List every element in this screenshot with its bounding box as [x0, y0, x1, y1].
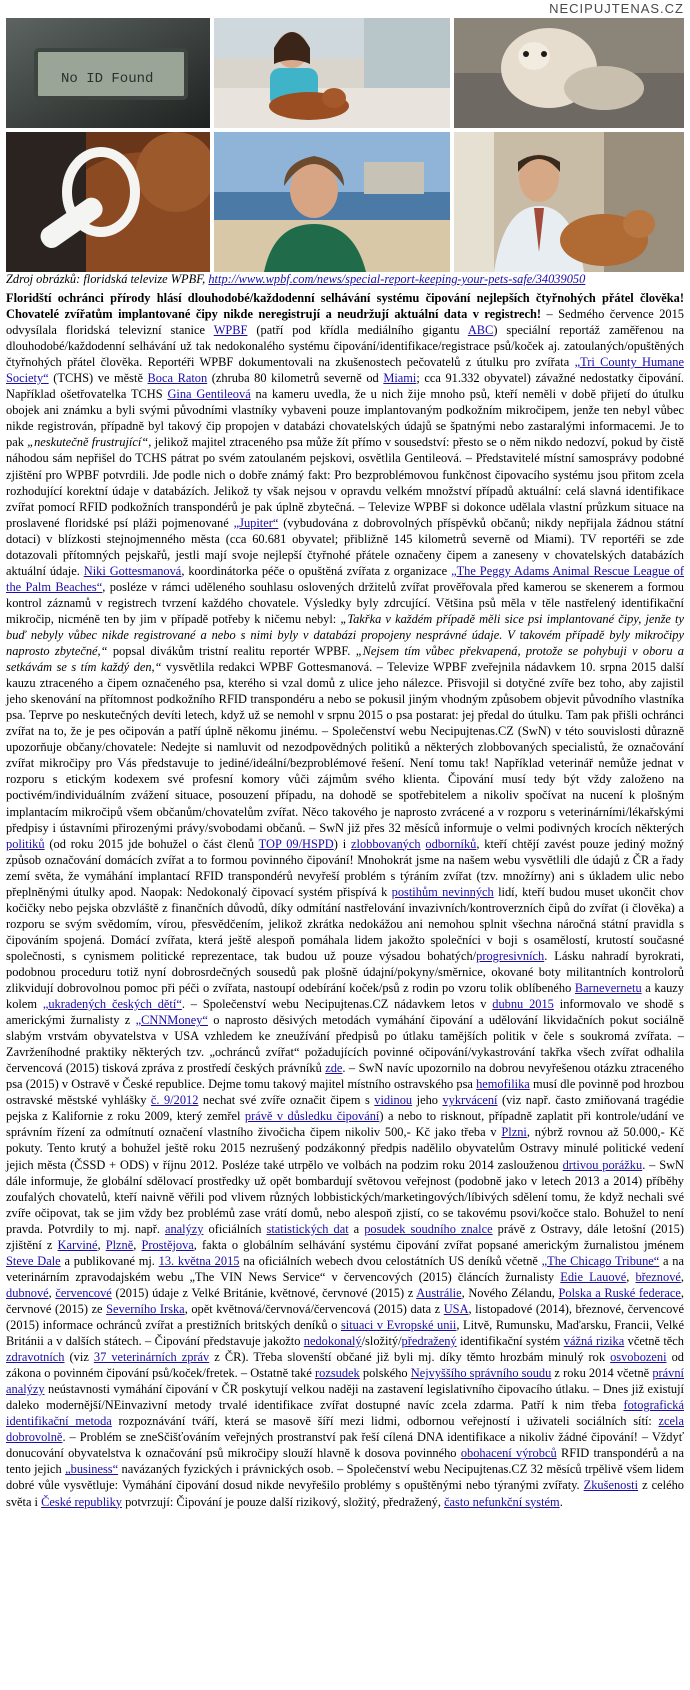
article-link[interactable]: vidinou: [374, 1093, 413, 1108]
article-text: na kameru uvedla, že u nich žije mnoho psů, kteří neměli v době přijetí do útulku obojek ani známku a byli svými původními vlastníky vybaveni pouze implantovaným podkožním mikročipem, jenže ten nebyl vůbec nikde registrován, případně byl takový čip propojen v databázi chovatelských údajů se špatnými nebo zastaralými informacemi. Je to pak: [6, 387, 684, 450]
article-quote: „neskutečně frustrující“: [27, 435, 149, 450]
caption-source-link[interactable]: http://www.wpbf.com/news/special-report-keeping-your-pets-safe/34039050: [208, 272, 586, 286]
article-link[interactable]: právní analýzy: [6, 1366, 684, 1397]
article-link[interactable]: Plzni: [501, 1125, 527, 1140]
article-text: ) i: [333, 836, 352, 851]
article-text: , listopadové (2014), březnové, červencové (2015) informace ochránců zvířat a prestižních britských deníků o: [6, 1301, 685, 1332]
shelter-worker-photo: [214, 132, 450, 272]
scanner-display-text: No ID Found: [61, 71, 154, 87]
article-link[interactable]: zdravotních: [6, 1350, 65, 1365]
article-text: (2015) údaje z Velké Británie, květnové, červnové (2015) z: [111, 1285, 417, 1300]
article-link[interactable]: zlobbovaných: [351, 836, 421, 851]
article-text: , Nového Zélandu,: [461, 1285, 559, 1300]
article-text: právě z Ostravy, dále letošní (2015) zjištění z: [6, 1221, 684, 1252]
article-link[interactable]: „Jupiter“: [233, 515, 279, 530]
article-text: neústavnosti vymáhání čipování v ČR poskytují velkou naději na zastavení legislativního čipovacího útlaku. – Dnes již existují daleko modernější/NEinvazivní metody trvalé identifikace zvířat dostupné navíc zcela zdarma. Patří k nim třeba: [6, 1382, 684, 1413]
article-link[interactable]: březnové: [635, 1269, 681, 1284]
reporter-photo: [454, 132, 684, 272]
article-link[interactable]: hemofilika: [476, 1077, 530, 1092]
article-link[interactable]: Niki Gottesmanová: [83, 563, 182, 578]
article-text: , Litvě, Rumunsku, Maďarsku, Francii, Velké Británii a v dalších státech. – Čipování představuje jakožto: [6, 1318, 685, 1349]
article-text: navázaných fyzických i právnických osob. – Společenství webu Necipujtenas.CZ 32 měsíců trpělivě všem lidem dobré vůle vysvětluje: Vymáhání čipování dosud nikde nevyřešilo problémy s opuštěnými nebo týranými zvířaty.: [6, 1462, 684, 1493]
article-text: musí dle povinně pod hrozbou ostravské městské vyhlášky: [6, 1077, 684, 1108]
article-text: z roku 2014 včetně: [551, 1366, 653, 1381]
article-link[interactable]: právě v důsledku čipování: [244, 1109, 380, 1124]
article-link[interactable]: „business“: [65, 1462, 119, 1477]
article-text: ,: [626, 1269, 636, 1284]
article-link[interactable]: USA: [443, 1301, 469, 1316]
article-link[interactable]: „ukradených českých dětí“: [42, 997, 182, 1012]
article-link[interactable]: dubnové: [6, 1285, 49, 1300]
article-link[interactable]: Gina Gentileová: [167, 387, 251, 402]
article-text: z ČR). Třeba slovenští občané již byli mj. díky těmto hrozbám minulý rok: [209, 1350, 611, 1365]
article-link[interactable]: rozsudek: [315, 1366, 360, 1381]
article-link[interactable]: Prostějova: [141, 1237, 194, 1252]
scanner-display-photo: [6, 18, 210, 128]
article-text: ,: [48, 1285, 56, 1300]
article-link[interactable]: situaci v Evropské unii: [340, 1318, 457, 1332]
article-text: a na veterinárním zpravodajském webu „The VIN News Service“ v červencových (2015) článcích žurnalisty: [6, 1253, 685, 1284]
article-link[interactable]: vykrvácení: [442, 1093, 498, 1108]
article-text: včetně těch: [624, 1334, 684, 1349]
article-link[interactable]: Austrálie: [416, 1285, 462, 1300]
article-text: ,: [97, 1237, 106, 1252]
article-link[interactable]: „The Chicago Tribune“: [541, 1253, 660, 1268]
article-text: oficiálních: [203, 1221, 267, 1236]
article-link[interactable]: Nejvyššího správního soudu: [410, 1366, 552, 1381]
article-link[interactable]: červencové: [55, 1285, 112, 1300]
article-link[interactable]: analýzy: [164, 1221, 204, 1236]
article-text: informovalo ve shodě s americkými žurnalisty z: [6, 997, 684, 1028]
article-text: /složitý/: [361, 1334, 402, 1349]
article-text: . – SwN navíc upozornilo na dobrou nevyřešenou otázku ztraceného psa (2015) v Ostravě v České republice. Dejme tomu takový majitel místního ostravského psa: [6, 1061, 684, 1092]
article-text: (viz: [64, 1350, 94, 1365]
article-link[interactable]: Boca Raton: [147, 371, 208, 386]
article-text: . – Problém se zneSčišťováním veřejných prostranství pak řeší cílená DNA identifikace a nikoliv žádné čipování! – Vždyť donucování obyvatelstva k označování psů mikročipy slouží hlavně k dosova povinného: [6, 1430, 684, 1461]
article-text: , červnové (2015) ze: [6, 1285, 684, 1316]
article-text: nechat své zvíře označit čipem s: [198, 1093, 375, 1108]
article-link[interactable]: drtivou porážku: [562, 1157, 643, 1172]
article-link[interactable]: Miami: [383, 371, 417, 386]
article-text: , nýbrž rovnou až 50.000,- Kč pokuty. Tento krutý a bohužel ještě roku 2015 nezrušený podzákonný předpis nadělilo obyvatelům Ostravy minulé politické vedení jejich města (ČSSD + ODS) v říjnu 2012. Posléze také utrpělo ve volbách na podzim roku 2014 zaslouženou: [6, 1125, 684, 1172]
article-text: , posléze v rámci uděleného souhlasu oslovených držitelů zvířat prověřovala před kamerou se skenerem a formou kontrol záznamů v registrech tvrzení každého chovatele. Výsledky byly zdrcující. Většina psů měla v těle nastřelený identifikační mikročip, nicméně ten by jim v případě potřeby k ničemu nebyl:: [6, 579, 684, 626]
article-text: rozpoznávání tváří, která se masově šíří mezi lidmi, odbornou veřejností i uživateli sociálních sítí:: [111, 1414, 659, 1429]
article-text: (zhruba 80 kilometrů severně od: [207, 371, 384, 386]
article-text: (patří pod křídla mediálního gigantu: [247, 323, 468, 338]
article-text: a: [348, 1221, 365, 1236]
article-text: z celého světa i: [6, 1478, 684, 1509]
article-link[interactable]: „Tri County Humane Society“: [6, 355, 684, 386]
small-dog-photo: [454, 18, 684, 128]
article-link[interactable]: posudek soudního znalce: [364, 1221, 493, 1236]
article-text: o naprosto děsivých metodách vymáhání čipování a udělování likvidačních pokut sociálně slabým vrstvám obyvatelstva v USA vzhledem ke zneužívání předpisů po útlaku tamějších politik v čele s soukromá zvířata. – Zavrženíhodné praktiky některých tzv. „ochránců zvířat“ požadujících povinné očipování/vykastrování takřka všech zvířat odhalila červencová (2015) tisková zpráva z prostředí českých právníků: [6, 1013, 684, 1076]
article-link[interactable]: Plzně: [105, 1237, 134, 1252]
article-link[interactable]: ABC: [467, 323, 494, 338]
article-text: vysvětlila redakci WPBF Gottesmanová. – Televize WPBF zveřejnila nádavkem 10. srpna 2015 další kauzu ztraceného a čipem označeného psa, kterého si vzal domů z ulice jeho nálezce. Přisvojil si dotyčné zvíře bez toho, aby zajistil jeho skenování na přítomnost podkožního RFID transpondéru a nebo se pokusil jiným vhodným způsobem objevit původního vlastníka psa. Teprve po neskutečných devíti letech, když už se nemohl v srpnu 2015 o psa postarat: jej předal do útulku. Tam pak přišli ochránci zvířat na to, že je pes očipován a patří úplně někomu jinému. – Společenství webu Necipujtenas.CZ (SwN) v této souvislosti důrazně upozorňuje občany/chovatele: Nedejte si namluvit od nezodpovědných politiků a některých zlobbovaných specialistů, že označování zvířat mikročipy pro Vás představuje to jediné/ideální/bezproblémové řešení. Není tomu tak! Například veterinář nemůže jednat v rozporu s etickým kodexem své profesní komory vůči zájmům svého klienta. Čipování musí tedy být vždy založeno na poctivém/individuálním zvážení situace, posouzení případu, na dohodě se spotřebitelem a nikoliv spočívat na nucení k plošným implantacím mikročipů všem občanům/chovatelům zvířat. Něco takového je naprosto zvrácené a v rozporu s veterinárními/lékařskými předpisy i ústavními přirozenými právy/svobodami občanů. – SwN již přes 32 měsíců informuje o velmi podivných krocích některých: [6, 660, 684, 835]
article-text: .: [559, 1494, 563, 1509]
article-link[interactable]: nedokonalý: [303, 1334, 362, 1349]
article-quote: „Nejsem tím vůbec překvapená, protože se pohybuji v oboru a setkávám se s tím každý den,“: [6, 644, 685, 675]
image-caption: [6, 272, 686, 287]
article-text: , koordinátorka péče o opuštěná zvířata z organizace: [181, 563, 452, 578]
article-text: polského: [359, 1366, 411, 1381]
article-link[interactable]: zde: [325, 1061, 343, 1076]
article-link[interactable]: statistických dat: [266, 1221, 349, 1236]
article-text: identifikační systém: [456, 1334, 564, 1349]
article-paragraph: [6, 290, 684, 1510]
article-text: a publikované mj.: [60, 1253, 159, 1268]
article-link[interactable]: „The Peggy Adams Animal Rescue League of the Palm Beaches“: [6, 563, 684, 594]
article-text: od zákona o povinném čipování psů/koček/fretek. – Ostatně také: [6, 1350, 684, 1381]
article-quote: „Takřka v každém případě měli sice psi implantované čipy, jenže ty buď nebyly vůbec nikde registrované a nebo s nimi byly v databázi propojeny nesprávné údaje. V takovém případě byly mikročipy naprosto zbytečné,“: [6, 611, 685, 659]
article-link[interactable]: politiků: [6, 836, 45, 851]
article-text: RFID transpondérů a na tento jejich: [6, 1446, 684, 1477]
caption-text: Zdroj obrázků: floridská televize WPBF,: [6, 272, 209, 286]
veterinarian-photo: [214, 18, 450, 128]
article-text: . – SwN dále informuje, že globální sdělovací prostředky už opět bombardují světovou veřejnost (podobně jako v letech 2013 a 2014) příběhy zoufalých chovatelů, kteří naivně věřili pod vlivem různých lobbistických/marketingových/líbivých sdělení tomu, že když nechali své zvíře očipovat, tak se jim vždy bez problémů zase vrátí domů, nebo alespoň zjistí, co se takovému psovi/kočce stalo. Bohužel to není pravda. Potvrdily to mj. např.: [6, 1157, 685, 1236]
article-text: a kauzy kolem: [6, 981, 684, 1012]
article-text: . Lásku nahradí byrokrati, podobnou proceduru totiž nyní dobrosrdečných sousedů pak plošně údajní/pokyny/směrnice, okované boty militantních kontrolorů zlikvidují dobrovolnou pomoc při péči o zvířata, nastoupí odebírání koček/psů z rodin po vzoru tolik oblíbeného: [6, 948, 684, 996]
article-lead: Floridští ochránci přírody hlásí dlouhodobé/každodenní selhávání systému čipování nejlepších čtyřnohých přátel člověka! Chovatelé zvířatům implantované čipy nikde neregistrují a neudržují aktuální data v registrech!: [6, 291, 684, 322]
article-text: lidí, kteří budou muset ukončit chov kočičky nebo pejska obzvláště z finančních důvodů, díky odmítání nastřelování invazivních/kontroverzních čipů do zvířat (i člověka) a rozporu se svým svědomím, vírou, přesvědčením, jelikož zkrátka nedokážou ani nemohou splnit všechna náročná státní pravidla s čipováním spojená. Domácí zvířata, která ještě alespoň pomáhala lidem jakožto společníci v boji s osamělostí, krutostí současné společnosti, s cynismem politické reprezentace, tak budou už pouze výsadou bohatých/: [6, 884, 684, 963]
article-link[interactable]: Zkušenosti: [583, 1478, 639, 1493]
site-logo[interactable]: NECIPUJTENAS.CZ: [549, 1, 684, 16]
article-link[interactable]: obohacení výrobců: [460, 1446, 557, 1461]
article-link[interactable]: vážná rizika: [563, 1334, 625, 1349]
article-link[interactable]: dubnu 2015: [492, 997, 554, 1012]
article-link[interactable]: 37 veterinárních zpráv: [93, 1350, 210, 1365]
article-text: , opět květnová/červnová/červencová (2015) data z: [184, 1301, 444, 1316]
article-text: ) speciální reportáž zaměřenou na dlouhodobé/každodenní selhávání už tak nedokonalého systému čipování/identifikace/registrace psů/koček aj. zatoulaných/opuštěných čtyřnohých přátel člověka. Reportéři WPBF dokumentovali na zkušenostech pečovatelů z útulku pro zvířata: [6, 323, 685, 370]
article-link[interactable]: Edie Lauové: [560, 1269, 627, 1284]
article-text: na oficiálních webech dvou celostátních US deníků včetně: [239, 1253, 542, 1268]
article-text: ,: [133, 1237, 142, 1252]
article-link[interactable]: předražený: [401, 1334, 457, 1349]
article-text: , jelikož majitel ztraceného psa může žít přímo v sousedství: přesto se o něm nikdo nedozví, pokud by čistě náhodou sám nepřišel do TCHS pátrat po svém zatoulaném pejskovi, osvětlila Gentileová. – Představitelé místní samosprávy podobné zjištění pro WPBF potvrdili. Jde podle nich o dobře známý fakt: Pro bezproblémovou funkčnost čipovacího systému jsou přitom zcela rozhodující korektní údaje v databázích. Jelikož ty však nejsou v opravdu velkém množství případů aktuální: celá slavná identifikace zvířat pomocí RFID podkožních transpondérů je pak úplně zbytečná. – Televize WPBF si dokonce udělala vlastní průzkum situace na proslavené floridské psí pláži pojmenované: [6, 435, 684, 530]
article-link[interactable]: TOP 09/HSPD: [258, 836, 334, 851]
article-link[interactable]: odborníků: [425, 836, 477, 851]
article-text: (od roku 2015 jde bohužel o část členů: [44, 836, 259, 851]
article-text: jeho: [412, 1093, 443, 1108]
article-text: (TCHS) ve městě: [48, 371, 148, 386]
article-link[interactable]: Polska a Ruské federace: [558, 1285, 681, 1300]
article-text: ; cca 91.332 obyvatel) závažné nedostatky čipování. Například ošetřovatelka TCHS: [6, 371, 684, 402]
article-text: (viz např. často zmiňovaná tragédie pejska z Kalifornie z roku 2009, který zemřel: [6, 1093, 684, 1124]
article-link[interactable]: WPBF: [213, 323, 248, 338]
article-link[interactable]: Severního Irska: [106, 1301, 185, 1316]
article-text: , fakta o globálním selhávání systému čipování zvířat popsané americkým žurnalistou jménem: [193, 1237, 685, 1252]
photo-collage: [6, 18, 684, 272]
article-text: potvrzují: Čipování je pouze další rizikový, složitý, předražený,: [121, 1494, 445, 1509]
article-link[interactable]: fotografická identifikační metoda: [6, 1398, 684, 1429]
article-link[interactable]: progresivních: [476, 948, 545, 963]
article-text: ) a nebo to risknout, případně zaplatit při kontrole/udání ve správním řízení za odmítnutí označení vlastního živočicha čipem nikoliv 500,- Kč jako třeba v: [6, 1109, 684, 1140]
article-link[interactable]: 13. května 2015: [158, 1253, 240, 1268]
article-link[interactable]: postihům nevinných: [391, 884, 494, 899]
article-link[interactable]: často nefunkční systém: [444, 1494, 560, 1509]
article-link[interactable]: zcela dobrovolně: [6, 1414, 684, 1445]
article-link[interactable]: České republiky: [41, 1494, 122, 1509]
article-link[interactable]: Karviné: [57, 1237, 98, 1252]
article-link[interactable]: osvobozeni: [610, 1350, 667, 1365]
article-text: . – Společenství webu Necipujtenas.CZ nádavkem letos v: [181, 997, 493, 1012]
article-link[interactable]: č. 9/2012: [150, 1093, 199, 1108]
article-body: [6, 290, 684, 1510]
article-link[interactable]: Barnevernetu: [574, 981, 642, 996]
article-text: popsal divákům tristní realitu reportér WPBF.: [107, 644, 356, 659]
article-text: (vybudována z dobrovolných příspěvků občanů; nikdy nepřijala žádnou státní dotaci) v blízkosti stejnojmenného města (cca 60.681 obyvatel; přibližně 145 kilometrů severně od Miami). TV reportéři se zde dotazovali přítomných pejskařů, jestli mají svoje nejlepší čtyřnohé přátele označeny čipem a zaneseny v chovatelských databázích aktuální údaje.: [6, 515, 684, 578]
article-link[interactable]: „CNNMoney“: [135, 1013, 208, 1028]
article-link[interactable]: Steve Dale: [6, 1253, 61, 1268]
article-text: – Sedmého července 2015 odvysílala floridská televizní stanice: [6, 307, 684, 338]
article-text: , kteří chtějí zavést pouze jediný možný způsob označování domácích zvířat a to formou povinného čipování! Mnohokrát jsme na našem webu vysvětlili dle údajů z ČR a řady zemí světa, že vymáhání implantací RFID transpondérů nevyřeší problém s týráním zvířat (tzv. množírny) ani s úkladem ulic nebo přeplněnými útulky apod. Naopak: Nedokonalý čipovací systém přispívá k: [6, 836, 685, 899]
article-text: ,: [680, 1269, 684, 1284]
scanner-wand-photo: [6, 132, 210, 272]
